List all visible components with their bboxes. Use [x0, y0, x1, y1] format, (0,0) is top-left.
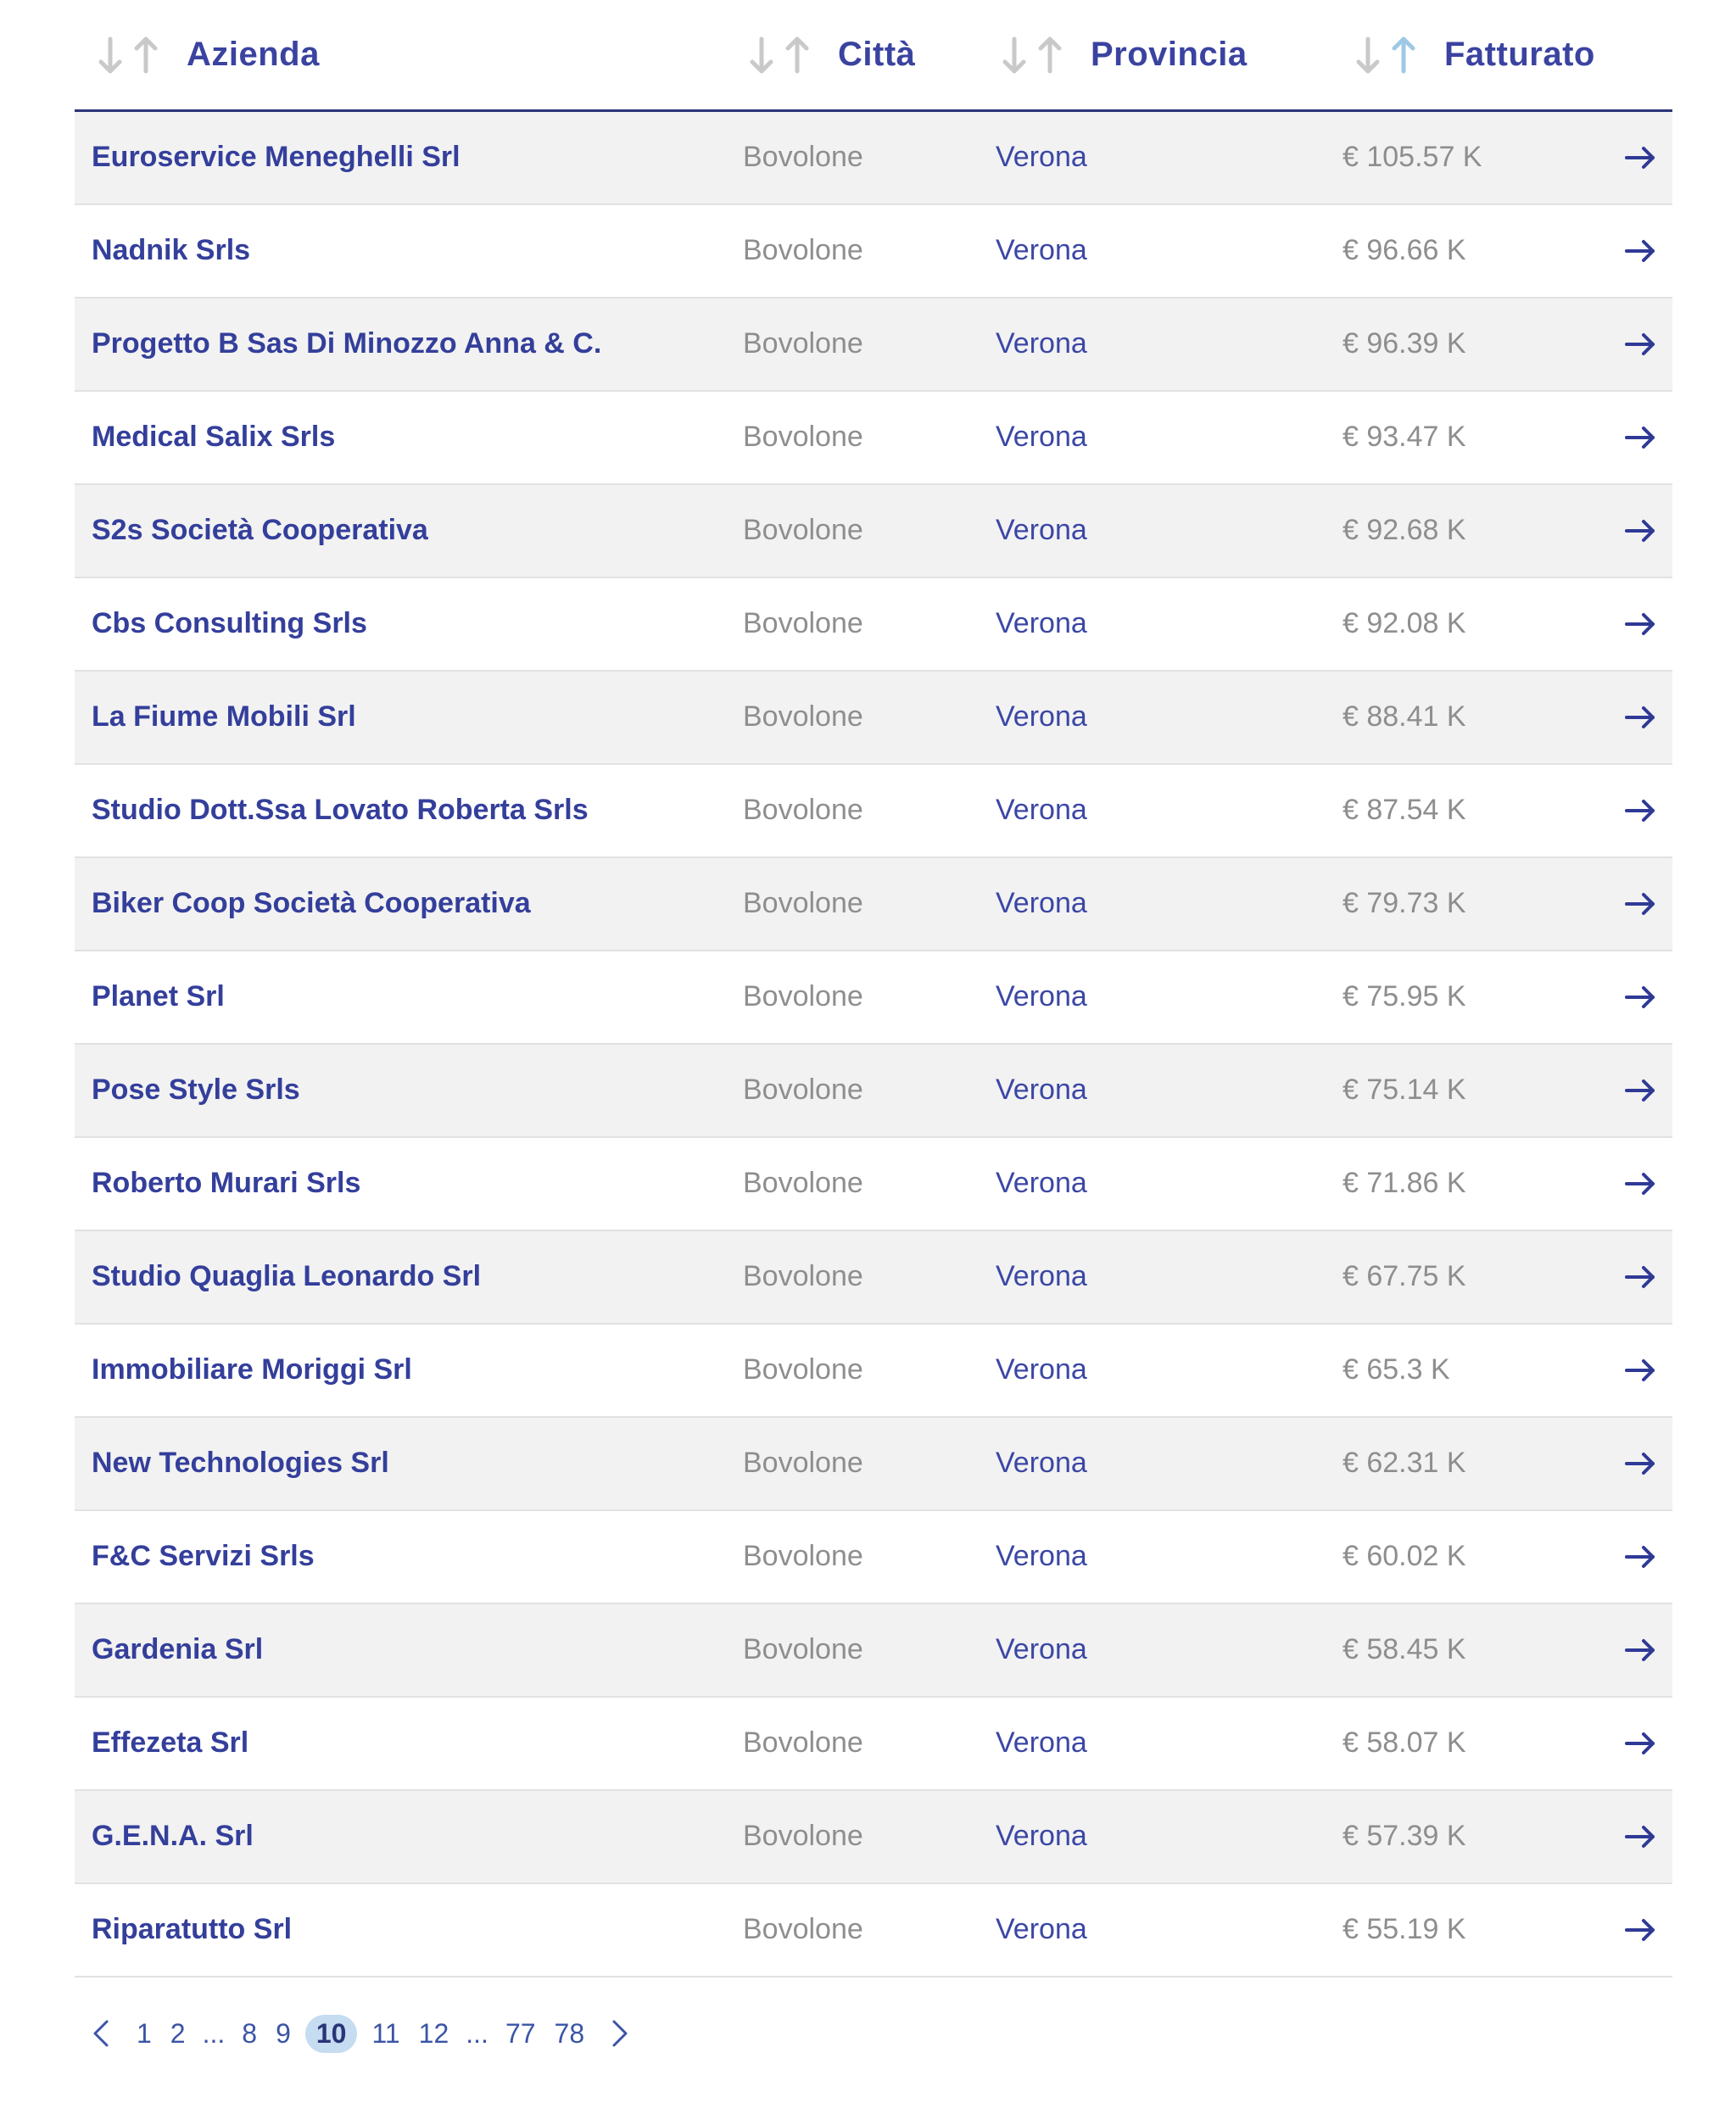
company-name-link[interactable]: Pose Style Srls: [92, 1074, 300, 1106]
sort-desc-icon: [101, 39, 120, 71]
company-name-link[interactable]: Roberto Murari Srls: [92, 1167, 361, 1199]
revenue-cell: [1326, 1044, 1672, 1137]
revenue-cell: [1326, 484, 1672, 577]
revenue-cell: [1326, 1604, 1672, 1697]
revenue-cell: [1326, 1697, 1672, 1790]
revenue-value: € 62.31 K: [1342, 1447, 1466, 1479]
revenue-cell: [1326, 391, 1672, 484]
table-row[interactable]: [75, 1790, 1672, 1883]
revenue-value: € 75.14 K: [1342, 1074, 1466, 1106]
revenue-value: € 96.39 K: [1342, 327, 1466, 360]
pagination-ellipsis: ...: [466, 2017, 488, 2049]
province-cell[interactable]: Verona: [996, 1074, 1087, 1106]
arrow-right-icon[interactable]: [1623, 1260, 1657, 1294]
table-row[interactable]: [75, 671, 1672, 764]
province-cell[interactable]: Verona: [996, 980, 1087, 1012]
company-name-link[interactable]: S2s Società Cooperativa: [92, 514, 428, 546]
province-cell[interactable]: Verona: [996, 141, 1087, 174]
table-row[interactable]: [75, 1883, 1672, 1977]
table-row[interactable]: [75, 111, 1672, 204]
city-cell: Bovolone: [743, 1820, 863, 1852]
city-cell: Bovolone: [743, 887, 863, 919]
sort-arrows-citta[interactable]: [745, 34, 821, 76]
sort-asc-active-icon: [1394, 39, 1413, 71]
arrow-right-icon[interactable]: [1623, 887, 1657, 921]
revenue-value: € 65.3 K: [1342, 1353, 1450, 1386]
prev-page-button[interactable]: [92, 2019, 110, 2048]
arrow-right-icon[interactable]: [1623, 514, 1657, 548]
arrow-right-icon[interactable]: [1623, 1540, 1657, 1574]
company-name-link[interactable]: New Technologies Srl: [92, 1447, 389, 1479]
city-cell: Bovolone: [743, 1447, 863, 1479]
company-name-link[interactable]: Studio Dott.Ssa Lovato Roberta Srls: [92, 794, 589, 826]
header-label-azienda: Azienda: [187, 36, 320, 73]
table-row[interactable]: [75, 391, 1672, 484]
city-cell: Bovolone: [743, 1167, 863, 1199]
revenue-cell: [1326, 1790, 1672, 1883]
city-cell: Bovolone: [743, 327, 863, 360]
company-name-link[interactable]: Riparatutto Srl: [92, 1913, 293, 1945]
table-row[interactable]: [75, 1044, 1672, 1137]
table-row[interactable]: [75, 951, 1672, 1044]
arrow-right-icon[interactable]: [1623, 1353, 1657, 1387]
province-cell[interactable]: Verona: [996, 1820, 1087, 1852]
company-name-link[interactable]: Studio Quaglia Leonardo Srl: [92, 1260, 482, 1292]
table-row[interactable]: [75, 1137, 1672, 1230]
city-cell: Bovolone: [743, 1913, 863, 1945]
sort-asc-icon: [137, 39, 155, 71]
table-row[interactable]: [75, 298, 1672, 391]
revenue-value: € 60.02 K: [1342, 1540, 1466, 1572]
table-row[interactable]: [75, 764, 1672, 857]
table-row[interactable]: [75, 1417, 1672, 1510]
header-label-provincia: Provincia: [1091, 36, 1248, 73]
arrow-right-icon[interactable]: [1623, 1447, 1657, 1481]
province-cell[interactable]: Verona: [996, 234, 1087, 266]
chevron-left-icon: [92, 2019, 110, 2048]
table-row[interactable]: [75, 857, 1672, 951]
table-row[interactable]: [75, 1510, 1672, 1604]
company-name-link[interactable]: F&C Servizi Srls: [92, 1540, 315, 1572]
city-cell: Bovolone: [743, 234, 863, 266]
revenue-cell: [1326, 671, 1672, 764]
sort-arrows-provincia[interactable]: [997, 34, 1074, 76]
arrow-right-icon[interactable]: [1623, 421, 1657, 455]
revenue-value: € 55.19 K: [1342, 1913, 1466, 1945]
company-name-link[interactable]: Euroservice Meneghelli Srl: [92, 141, 461, 174]
header-label-fatturato: Fatturato: [1444, 36, 1595, 73]
province-cell[interactable]: Verona: [996, 887, 1087, 919]
revenue-cell: [1326, 1324, 1672, 1417]
city-cell: Bovolone: [743, 1726, 863, 1759]
revenue-value: € 92.68 K: [1342, 514, 1466, 546]
province-cell[interactable]: Verona: [996, 1167, 1087, 1199]
revenue-cell: [1326, 298, 1672, 391]
arrow-right-icon[interactable]: [1623, 1726, 1657, 1760]
revenue-value: € 75.95 K: [1342, 980, 1466, 1012]
page-link[interactable]: 9: [276, 2017, 291, 2049]
page-link[interactable]: 2: [170, 2017, 186, 2049]
city-cell: Bovolone: [743, 1353, 863, 1386]
table-row[interactable]: [75, 1697, 1672, 1790]
table-row[interactable]: [75, 484, 1672, 577]
sort-asc-icon: [1041, 39, 1059, 71]
arrow-right-icon[interactable]: [1623, 700, 1657, 734]
province-cell[interactable]: Verona: [996, 1260, 1087, 1292]
revenue-value: € 58.07 K: [1342, 1726, 1466, 1759]
province-cell[interactable]: Verona: [996, 327, 1087, 360]
arrow-right-icon[interactable]: [1623, 1167, 1657, 1201]
company-name-link[interactable]: G.E.N.A. Srl: [92, 1820, 254, 1852]
table-row[interactable]: [75, 577, 1672, 671]
revenue-cell: [1326, 111, 1672, 204]
arrow-right-icon[interactable]: [1623, 234, 1657, 268]
company-name-link[interactable]: Gardenia Srl: [92, 1633, 264, 1665]
header-fatturato[interactable]: [1326, 0, 1672, 111]
company-name-link[interactable]: Cbs Consulting Srls: [92, 607, 367, 639]
header-citta[interactable]: [726, 0, 979, 111]
province-cell[interactable]: Verona: [996, 1447, 1087, 1479]
sort-desc-icon: [1359, 39, 1377, 71]
city-cell: Bovolone: [743, 700, 863, 733]
companies-table-container: [75, 0, 1672, 1977]
revenue-value: € 67.75 K: [1342, 1260, 1466, 1292]
revenue-value: € 87.54 K: [1342, 794, 1466, 826]
table-header-row: [75, 0, 1672, 111]
page-link[interactable]: 78: [554, 2017, 585, 2049]
revenue-value: € 58.45 K: [1342, 1633, 1466, 1665]
page-link[interactable]: 77: [505, 2017, 536, 2049]
revenue-cell: [1326, 764, 1672, 857]
header-label-citta: Città: [838, 36, 916, 73]
province-cell[interactable]: Verona: [996, 794, 1087, 826]
arrow-right-icon[interactable]: [1623, 1074, 1657, 1107]
city-cell: Bovolone: [743, 421, 863, 453]
province-cell[interactable]: Verona: [996, 1726, 1087, 1759]
arrow-right-icon[interactable]: [1623, 794, 1657, 828]
table-row[interactable]: [75, 1324, 1672, 1417]
revenue-cell: [1326, 857, 1672, 951]
city-cell: Bovolone: [743, 1260, 863, 1292]
province-cell[interactable]: Verona: [996, 1353, 1087, 1386]
city-cell: Bovolone: [743, 980, 863, 1012]
revenue-cell: [1326, 204, 1672, 298]
province-cell[interactable]: Verona: [996, 1913, 1087, 1945]
arrow-right-icon[interactable]: [1623, 980, 1657, 1014]
sort-desc-icon: [752, 39, 771, 71]
city-cell: Bovolone: [743, 1540, 863, 1572]
revenue-cell: [1326, 1510, 1672, 1604]
company-name-link[interactable]: Progetto B Sas Di Minozzo Anna & C.: [92, 327, 602, 360]
city-cell: Bovolone: [743, 514, 863, 546]
chevron-right-icon: [611, 2019, 629, 2048]
sort-arrows-azienda[interactable]: [93, 34, 170, 76]
revenue-value: € 92.08 K: [1342, 607, 1466, 639]
revenue-value: € 93.47 K: [1342, 421, 1466, 453]
province-cell[interactable]: Verona: [996, 421, 1087, 453]
table-row[interactable]: [75, 204, 1672, 298]
province-cell[interactable]: Verona: [996, 607, 1087, 639]
city-cell: Bovolone: [743, 607, 863, 639]
arrow-right-icon[interactable]: [1623, 141, 1657, 175]
table-row[interactable]: [75, 1230, 1672, 1324]
company-name-link[interactable]: Planet Srl: [92, 980, 225, 1012]
revenue-value: € 88.41 K: [1342, 700, 1466, 733]
sort-desc-icon: [1005, 39, 1024, 71]
company-name-link[interactable]: Effezeta Srl: [92, 1726, 249, 1759]
arrow-right-icon[interactable]: [1623, 1913, 1657, 1947]
pagination: [75, 2008, 646, 2059]
arrow-right-icon[interactable]: [1623, 607, 1657, 641]
revenue-cell: [1326, 1230, 1672, 1324]
revenue-value: € 71.86 K: [1342, 1167, 1466, 1199]
revenue-cell: [1326, 951, 1672, 1044]
company-name-link[interactable]: Medical Salix Srls: [92, 421, 336, 453]
province-cell[interactable]: Verona: [996, 1633, 1087, 1665]
city-cell: Bovolone: [743, 1074, 863, 1106]
arrow-right-icon[interactable]: [1623, 1820, 1657, 1854]
page-link[interactable]: 12: [418, 2017, 449, 2049]
pagination-ellipsis: ...: [202, 2017, 226, 2049]
sort-arrows-fatturato[interactable]: [1351, 34, 1427, 76]
header-provincia[interactable]: [979, 0, 1326, 111]
page-link[interactable]: 8: [242, 2017, 258, 2049]
next-page-button[interactable]: [611, 2019, 629, 2048]
revenue-value: € 79.73 K: [1342, 887, 1466, 919]
company-name-link[interactable]: Nadnik Srls: [92, 234, 251, 266]
header-azienda[interactable]: [75, 0, 726, 111]
page-link[interactable]: 11: [371, 2017, 400, 2049]
sort-asc-icon: [788, 39, 807, 71]
city-cell: Bovolone: [743, 794, 863, 826]
company-name-link[interactable]: La Fiume Mobili Srl: [92, 700, 356, 733]
table-body: [75, 111, 1672, 1977]
revenue-cell: [1326, 577, 1672, 671]
revenue-cell: [1326, 1417, 1672, 1510]
company-name-link[interactable]: Biker Coop Società Cooperativa: [92, 887, 531, 919]
city-cell: Bovolone: [743, 1633, 863, 1665]
company-name-link[interactable]: Immobiliare Moriggi Srl: [92, 1353, 412, 1386]
revenue-value: € 57.39 K: [1342, 1820, 1466, 1852]
revenue-value: € 96.66 K: [1342, 234, 1466, 266]
table-row[interactable]: [75, 1604, 1672, 1697]
province-cell[interactable]: Verona: [996, 514, 1087, 546]
arrow-right-icon[interactable]: [1623, 327, 1657, 361]
revenue-cell: [1326, 1883, 1672, 1977]
revenue-cell: [1326, 1137, 1672, 1230]
province-cell[interactable]: Verona: [996, 1540, 1087, 1572]
revenue-value: € 105.57 K: [1342, 141, 1482, 174]
current-page[interactable]: 10: [305, 2015, 358, 2053]
page-link[interactable]: 1: [137, 2017, 152, 2049]
companies-table: [75, 0, 1672, 1977]
city-cell: Bovolone: [743, 141, 863, 174]
arrow-right-icon[interactable]: [1623, 1633, 1657, 1667]
province-cell[interactable]: Verona: [996, 700, 1087, 733]
